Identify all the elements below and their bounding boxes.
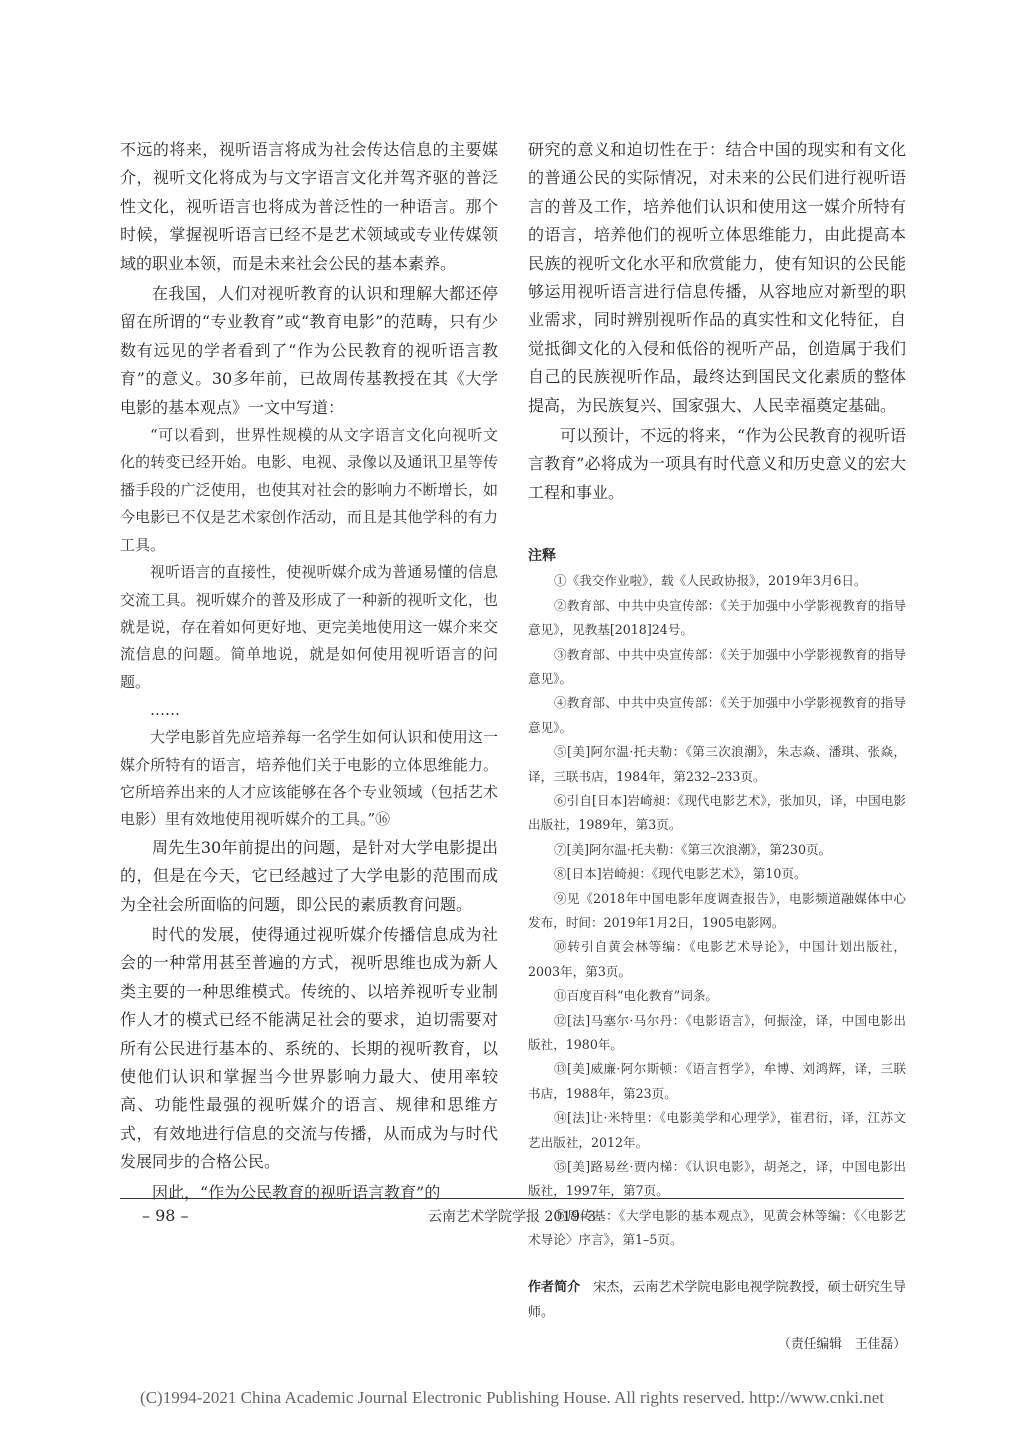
note-item: ⑫[法]马塞尔·马尔丹：《电影语言》，何振淦，译，中国电影出版社，1980年。 (528, 1012, 906, 1052)
body-paragraph: 可以预计，不远的将来，“作为公民教育的视听语言教育”必将成为一项具有时代意义和历史意义的宏大工程和事业。 (528, 426, 906, 502)
note-item: ⑨见《2018年中国电影年度调查报告》，电影频道融媒体中心发布，时间：2019年1月2日，1905电影网。 (528, 890, 906, 930)
notes-list (528, 569, 906, 1252)
note-item: ⑩转引自黄会林等编：《电影艺术导论》，中国计划出版社，2003年，第3页。 (528, 939, 906, 979)
page-number: – 98 – (142, 1206, 189, 1225)
note-item: ③教育部、中共中央宣传部：《关于加强中小学影视教育的指导意见》。 (528, 646, 906, 686)
note-item: ⑯周传基：《大学电影的基本观点》，见黄会林等编：《〈电影艺术导论〉序言》，第1–5页。 (528, 1207, 906, 1248)
note-item: ⑧[日本]岩崎昶：《现代电影艺术》，第10页。 (554, 866, 807, 882)
body-paragraph: 因此，“作为公民教育的视听语言教育”的 (152, 1182, 441, 1202)
body-paragraph: 不远的将来，视听语言将成为社会传达信息的主要媒介，视听文化将成为与文字语言文化并驾齐驱的普泛性文化，视听语言也将成为普泛性的一种语言。那个时候，掌握视听语言已经不是艺术领域或专业传媒领域的职业本领，而是未来社会公民的基本素养。 (120, 140, 498, 273)
ellipsis: …… (150, 701, 180, 720)
body-paragraph: 周先生30年前提出的问题，是针对大学电影提出的，但是在今天，它已经越过了大学电影的范围而成为全社会所面临的问题，即公民的素质教育问题。 (120, 837, 498, 914)
right-column-body (528, 136, 906, 507)
editor-note: （责任编辑 王佳磊） (778, 1336, 906, 1352)
author-bio (528, 1275, 906, 1325)
author-bio-text: 宋杰，云南艺术学院电影电视学院教授，硕士研究生导师。 (528, 1279, 906, 1320)
quote-paragraph: 大学电影首先应培养每一名学生如何认识和使用这一媒介所特有的语言，培养他们关于电影的立体思维能力。它所培养出来的人才应该能够在各个专业领域（包括艺术电影）里有效地使用视听媒介的工具。”⑯ (120, 728, 498, 829)
body-paragraph: 研究的意义和迫切性在于：结合中国的现实和有文化的普通公民的实际情况，对未来的公民们进行视听语言的普及工作，培养他们认识和使用这一媒介所特有的语言，培养他们的视听立体思维能力，由此提高本民族的视听文化水平和欣赏能力，使有知识的公民能够运用视听语言进行信息传播，从容地应对新型的职业需求，同时辨别视听作品的真实性和文化特征，自觉抵御文化的入侵和低俗的视听产品，创造属于我们自己的民族视听作品，最终达到国民文化素质的整体提高，为民族复兴、国家强大、人民幸福奠定基础。 (528, 140, 906, 415)
quote-paragraph: “可以看到，世界性规模的从文字语言文化向视听文化的转变已经开始。电影、电视、录像以及通讯卫星等传播手段的广泛使用，也使其对社会的影响力不断增长，如今电影已不仅是艺术家创作活动，而且是其他学科的有力工具。 (120, 426, 498, 554)
quote-paragraph: 视听语言的直接性，使视听媒介成为普通易懂的信息交流工具。视听媒介的普及形成了一种新的视听文化，也就是说，存在着如何更好地、更完美地使用这一媒介来交流信息的问题。简单地说，就是如何使用视听语言的问题。 (120, 563, 498, 691)
left-column (120, 136, 498, 1207)
body-paragraph: 在我国，人们对视听教育的认识和理解大都还停留在所谓的“专业教育”或“教育电影”的范畴，只有少数有远见的学者看到了“作为公民教育的视听语言教育”的意义。30多年前，已故周传基教授在其《大学电影的基本观点》一文中写道： (120, 284, 498, 417)
right-column (528, 136, 906, 1357)
note-item: ④教育部、中共中央宣传部：《关于加强中小学影视教育的指导意见》。 (528, 695, 906, 735)
note-item: ⑦[美]阿尔温·托夫勒：《第三次浪潮》，第230页。 (554, 841, 832, 857)
footer-rule (120, 1198, 904, 1199)
note-item: ⑤[美]阿尔温·托夫勒：《第三次浪潮》，朱志焱、潘琪、张焱，译，三联书店，1984年，第232–233页。 (528, 744, 906, 784)
note-item: ①《我交作业啦》，载《人民政协报》，2019年3月6日。 (554, 573, 867, 589)
journal-name: 云南艺术学院学报 2019–3 (428, 1209, 596, 1225)
note-item: ②教育部、中共中央宣传部：《关于加强中小学影视教育的指导意见》，见教基[2018]24号。 (528, 597, 906, 638)
notes-title: 注释 (528, 548, 556, 565)
note-item: ⑪百度百科“电化教育”词条。 (554, 988, 719, 1004)
body-paragraph: 时代的发展，使得通过视听媒介传播信息成为社会的一种常用甚至普遍的方式，视听思维也成为新人类主要的一种思维模式。传统的、以培养视听专业制作人才的模式已经不能满足社会的要求，迫切需要对所有公民进行基本的、系统的、长期的视听教育，以使他们认识和掌握当今世界影响力最大、使用率较高、功能性最强的视听媒介的语言、规律和思维方式，有效地进行信息的交流与传播，从而成为与时代发展同步的合格公民。 (120, 924, 498, 1172)
copyright-notice: (C)1994-2021 China Academic Journal Electronic Publishing House. All rights reserved. http://www.cnki.net (140, 1388, 884, 1407)
author-bio-label: 作者简介 (528, 1279, 581, 1295)
note-item: ⑭[法]让·米特里：《电影美学和心理学》，崔君衍，译，江苏文艺出版社，2012年。 (528, 1110, 906, 1150)
note-item: ⑬[美]威廉·阿尔斯顿：《语言哲学》，牟博、刘鸿辉，译，三联书店，1988年，第23页。 (528, 1061, 906, 1101)
note-item: ⑥引自[日本]岩崎昶：《现代电影艺术》，张加贝，译，中国电影出版社，1989年，第3页。 (528, 792, 906, 833)
note-item: ⑮[美]路易丝·贾内梯：《认识电影》，胡尧之，译，中国电影出版社，1997年，第7页。 (528, 1159, 906, 1199)
